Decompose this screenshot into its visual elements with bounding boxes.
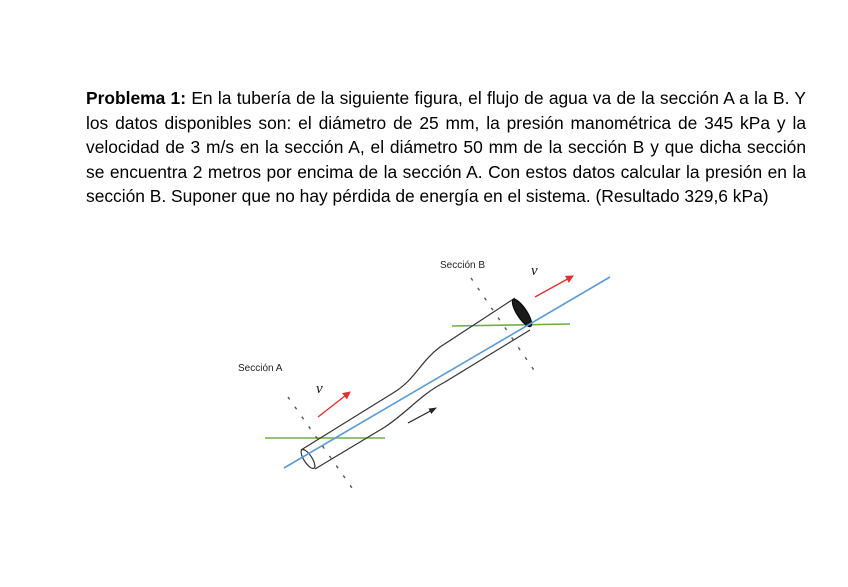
pipe-centerline	[284, 277, 610, 468]
problem-text: En la tubería de la siguiente figura, el flujo de agua va de la sección A a la B. Y los datos disponibles son: el diámetro de 25 mm, la presión manométrica de 345 kPa y la velocidad de 3 m/s en la sección A, el diámetro 50 mm de la sección B y que dicha sección se encuentra 2 metros por encima de la sección A. Con estos datos calcular la presión en la sección B. Suponer que no hay pérdida de energía en el sistema. (Resultado 329,6 kPa)	[86, 88, 806, 206]
velocity-arrow-b	[535, 276, 573, 297]
velocity-label-a: v	[316, 381, 323, 397]
pipe-wall-upper	[301, 298, 515, 450]
flow-direction-arrow	[408, 408, 436, 423]
section-b-label: Sección B	[440, 260, 486, 271]
section-b-mark	[471, 278, 538, 376]
section-a-label: Sección A	[238, 363, 283, 374]
problem-heading: Problema 1:	[86, 88, 187, 108]
datum-line-b	[452, 324, 570, 326]
velocity-label-b: v	[531, 263, 538, 279]
pipe-wall-lower	[315, 330, 530, 469]
velocity-arrow-a	[318, 392, 350, 417]
section-a-mark	[288, 397, 352, 488]
